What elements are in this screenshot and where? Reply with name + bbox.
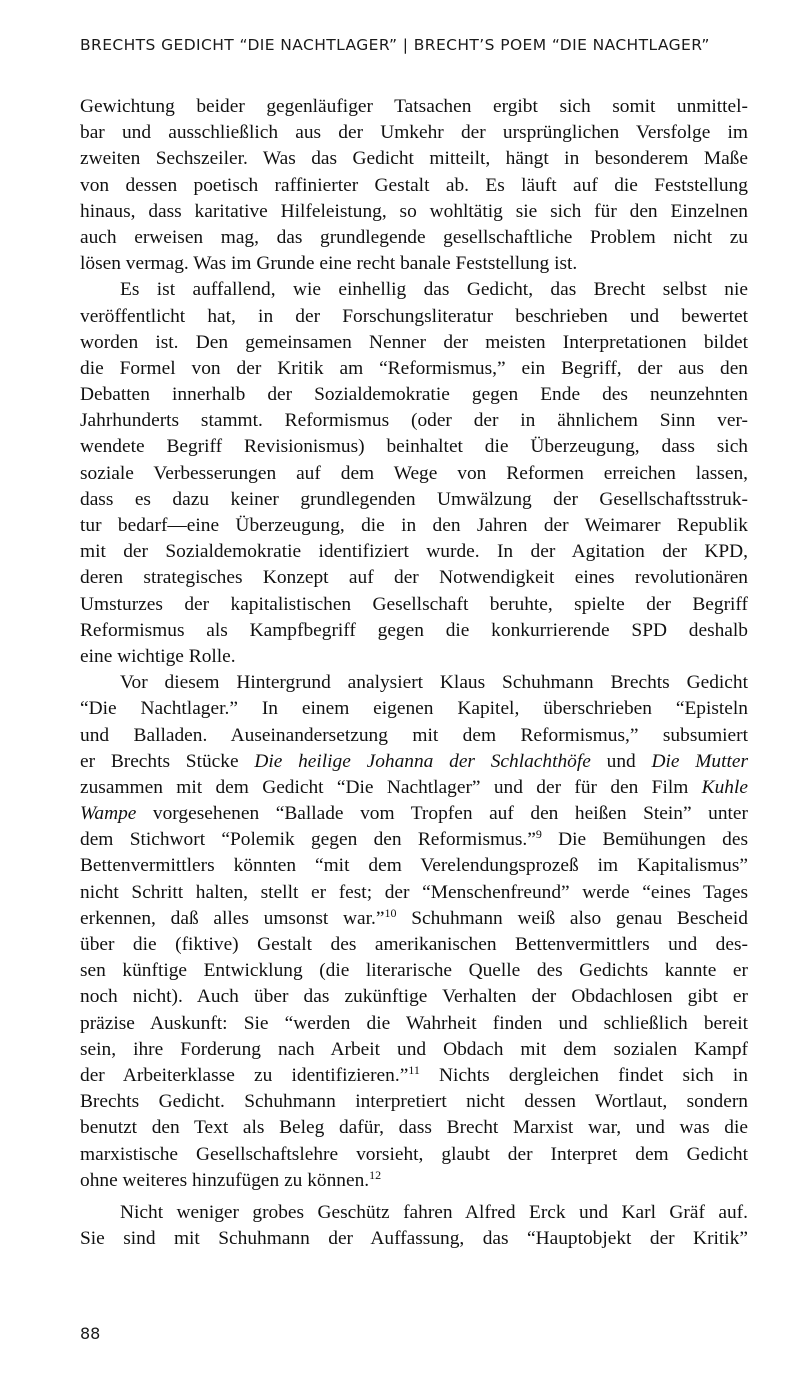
text-line: präzise Auskunft: Sie “werden die Wahrheit finden und schließlich bereit (80, 1012, 748, 1034)
paragraph-4 (80, 1200, 748, 1252)
text-line: wendete Begriff Revisionismus) beinhaltet die Überzeugung, dass sich (80, 436, 748, 458)
text-line: Es ist auffallend, wie einhellig das Gedicht, das Brecht selbst nie (120, 279, 748, 301)
text-line: marxistische Gesellschaftslehre vorsieht, glaubt der Interpret dem Gedicht (80, 1143, 748, 1165)
text-line: zusammen mit dem Gedicht “Die Nachtlager” und der für den Film Kuhle (80, 776, 748, 798)
paragraph-2 (80, 277, 748, 670)
text-line: sen künftige Entwicklung (die literarische Quelle des Gedichts kannte er (80, 960, 748, 982)
text-line: Umsturzes der kapitalistischen Gesellschaft beruhte, spielte der Begriff (80, 593, 748, 615)
text-line: über die (fiktive) Gestalt des amerikanischen Bettenvermittlers und des- (80, 934, 748, 955)
footnote-marker: 12 (369, 1167, 382, 1182)
text-line: lösen vermag. Was im Grunde eine recht banale Feststellung ist. (80, 253, 578, 275)
text-line: Gewichtung beider gegenläufiger Tatsachen ergibt sich somit unmittel- (80, 96, 748, 117)
paragraph-3 (80, 670, 748, 1194)
text-line: mit der Sozialdemokratie identifiziert wurde. In der Agitation der KPD, (80, 541, 748, 563)
text-line: Vor diesem Hintergrund analysiert Klaus Schuhmann Brechts Gedicht (120, 672, 748, 694)
text-line: tur bedarf—eine Überzeugung, die in den Jahren der Weimarer Republik (80, 515, 748, 536)
text-line: veröffentlicht hat, in der Forschungsliteratur beschrieben und bewertet (80, 305, 748, 327)
text-line: erkennen, daß alles umsonst war.”$^{10}$ Schuhmann weiß also genau Bescheid (80, 905, 748, 929)
text-line: Wampe vorgesehenen “Ballade vom Tropfen auf den heißen Stein” unter (80, 803, 748, 825)
text-line: benutzt den Text als Beleg dafür, dass Brecht Marxist war, und was die (80, 1117, 748, 1139)
text-line: der Arbeiterklasse zu identifizieren.”$^{11}$ Nichts dergleichen findet sich in (80, 1062, 748, 1086)
text-line: Debatten innerhalb der Sozialdemokratie gegen Ende des neunzehnten (80, 384, 748, 406)
text-line: hinaus, dass karitative Hilfeleistung, so wohltätig sie sich für den Einzelnen (80, 200, 748, 222)
text-line: dem Stichwort “Polemik gegen den Reformismus.”$^9$ Die Bemühungen des (80, 827, 748, 851)
text-line: sein, ihre Forderung nach Arbeit und Obdach mit dem sozialen Kampf (80, 1038, 748, 1060)
text-line: Reformismus als Kampfbegriff gegen die konkurrierende SPD deshalb (80, 619, 748, 641)
footnote-marker: 9 (535, 827, 542, 842)
text-line: er Brechts Stücke Die heilige Johanna der Schlachthöfe und Die Mutter (80, 750, 748, 772)
text-line: Bettenvermittlers könnten “mit dem Verelendungsprozeß im Kapitalismus” (80, 855, 748, 877)
text-line: Nicht weniger grobes Geschütz fahren Alfred Erck und Karl Gräf auf. (120, 1201, 748, 1223)
text-line: Jahrhunderts stammt. Reformismus (oder der in ähnlichem Sinn ver- (80, 410, 748, 432)
text-line: ohne weiteres hinzufügen zu können.$^{12}$ (80, 1167, 382, 1191)
running-head: BRECHTS GEDICHT “DIE NACHTLAGER” | BRECHT’S POEM “DIE NACHTLAGER” (80, 36, 710, 54)
film-title: Kuhle (701, 776, 748, 798)
footnote-marker: 10 (384, 905, 397, 920)
text-line: Brechts Gedicht. Schuhmann interpretiert nicht dessen Wortlaut, sondern (80, 1091, 748, 1113)
text-line: zweiten Sechszeiler. Was das Gedicht mitteilt, hängt in besonderem Maße (80, 148, 748, 170)
text-line: eine wichtige Rolle. (80, 645, 236, 667)
text-line: “Die Nachtlager.” In einem eigenen Kapitel, überschrieben “Episteln (80, 698, 748, 720)
text-line: soziale Verbesserungen auf dem Wege von Reformen erreichen lassen, (80, 462, 748, 484)
text-line: auch erweisen mag, das grundlegende gesellschaftliche Problem nicht zu (80, 226, 748, 248)
text-line: noch nicht). Auch über das zukünftige Verhalten der Obdachlosen gibt er (80, 986, 748, 1008)
text-line: dass es dazu keiner grundlegenden Umwälzung der Gesellschaftsstruk- (80, 488, 748, 510)
page-number: 88 (80, 1324, 101, 1343)
text-line: die Formel von der Kritik am “Reformismus,” ein Begriff, der aus den (80, 357, 748, 379)
text-line: bar und ausschließlich aus der Umkehr der ursprünglichen Versfolge im (80, 122, 748, 144)
text-line: worden ist. Den gemeinsamen Nenner der meisten Interpretationen bildet (80, 331, 748, 353)
text-line: und Balladen. Auseinandersetzung mit dem Reformismus,” subsumiert (80, 724, 748, 746)
text-line: von dessen poetisch raffinierter Gestalt ab. Es läuft auf die Feststellung (80, 174, 748, 196)
text-line: deren strategisches Konzept auf der Notwendigkeit eines revolutionären (80, 567, 748, 589)
work-title: Die heilige Johanna der Schlachthöfe (254, 750, 591, 772)
body-text (80, 94, 748, 1252)
work-title: Die Mutter (651, 750, 748, 772)
paragraph-1 (80, 94, 748, 277)
film-title: Wampe (80, 803, 137, 825)
footnote-marker: 11 (408, 1062, 420, 1077)
text-line: nicht Schritt halten, stellt er fest; der “Menschenfreund” werde “eines Tages (80, 881, 748, 903)
text-line: Sie sind mit Schuhmann der Auffassung, das “Hauptobjekt der Kritik” (80, 1228, 748, 1250)
